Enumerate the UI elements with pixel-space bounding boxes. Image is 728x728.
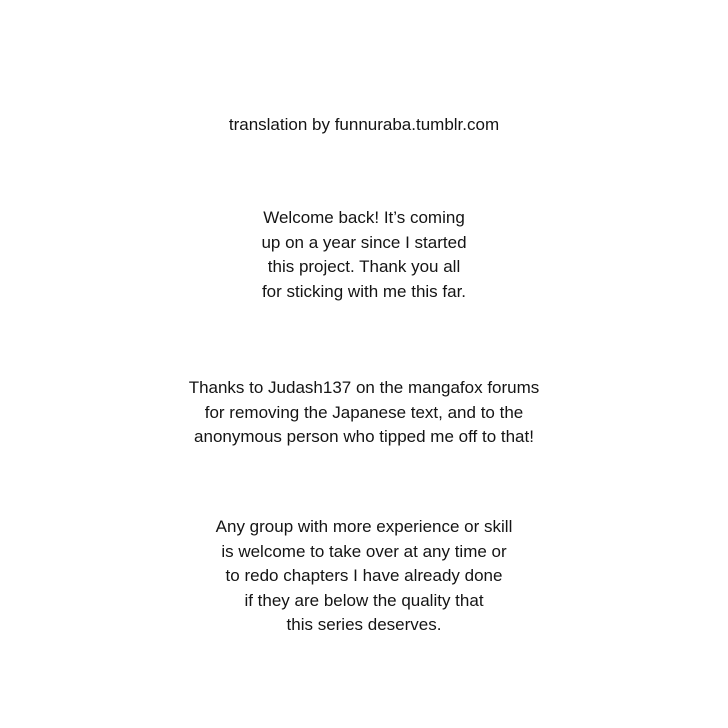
paragraph-line: if they are below the quality that xyxy=(244,590,484,610)
paragraph-line: up on a year since I started xyxy=(261,232,467,252)
paragraph-line: Thanks to Judash137 on the mangafox forums xyxy=(188,378,540,397)
thanks-paragraph xyxy=(0,376,728,450)
welcome-paragraph xyxy=(0,206,728,304)
paragraph-line: Welcome back! It’s coming xyxy=(263,208,465,227)
credit-line: translation by funnuraba.tumblr.com xyxy=(228,115,500,134)
paragraph-line: this project. Thank you all xyxy=(267,257,461,276)
paragraph-line: anonymous person who tipped me off to that! xyxy=(194,427,534,446)
paragraph-line: Any group with more experience or skill xyxy=(215,517,513,536)
paragraph-line: to redo chapters I have already done xyxy=(225,566,503,585)
takeover-offer-paragraph xyxy=(0,515,728,638)
paragraph-line: for sticking with me this far. xyxy=(261,281,467,301)
paragraph-line: this series deserves. xyxy=(286,615,442,634)
paragraph-line: is welcome to take over at any time or xyxy=(221,541,507,561)
translation-credit xyxy=(0,113,728,137)
paragraph-line: for removing the Japanese text, and to the xyxy=(204,402,524,422)
